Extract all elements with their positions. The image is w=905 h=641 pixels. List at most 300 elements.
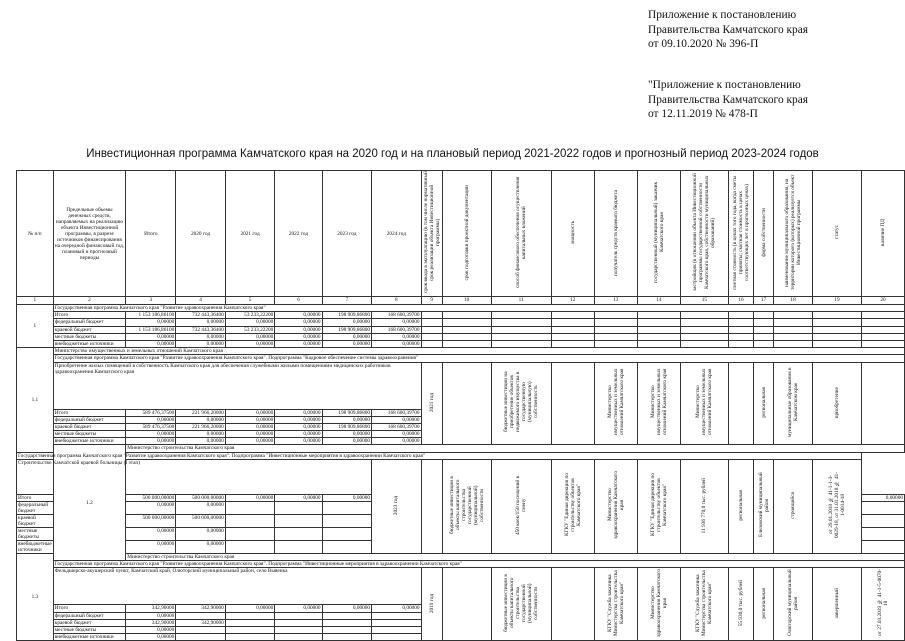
column-header-label: статус <box>834 225 841 240</box>
amount-cell: 221 966,20000 <box>176 423 226 430</box>
empty-cell <box>491 312 551 319</box>
amount-cell: 0,00000 <box>322 605 372 612</box>
column-header-label: 2021 год <box>240 230 260 237</box>
amount-cell: 0,00000 <box>126 431 176 438</box>
amount-cell: 0,00000 <box>225 423 275 430</box>
ministry-title: Министерство строительства Камчатского края <box>126 554 905 561</box>
table-row <box>17 554 905 561</box>
amount-cell: 53 233,22200 <box>225 326 275 333</box>
amount-cell: 0,00000 <box>275 438 322 445</box>
amount-cell: 0,00000 <box>372 319 422 326</box>
column-number: 11 <box>491 297 551 305</box>
empty-cell <box>813 326 862 333</box>
attribute-cell <box>813 362 862 445</box>
document-title: Инвестиционная программа Камчатского края на 2020 год и на плановый период 2021-2022 годов и прогнозный период 2023-2024 годов <box>86 148 819 160</box>
attribute-cell <box>491 568 551 641</box>
attribute-value: Министерство здравоохранения Камчатского края <box>606 471 625 540</box>
attribute-cell <box>551 568 594 641</box>
empty-cell <box>774 319 813 326</box>
column-header-label: форма собственности <box>760 208 767 257</box>
column-header-label: 2023 год <box>337 230 357 237</box>
empty-cell <box>594 326 637 333</box>
column-header <box>862 171 905 297</box>
column-header-label: получатель средств краевого бюджета <box>612 189 619 276</box>
table-row <box>17 348 905 355</box>
attribute-value: Олюторский муниципальный район <box>787 570 800 637</box>
amount-cell: 0,00000 <box>176 319 226 326</box>
source-label: внебюджетные источники <box>18 541 52 553</box>
attribute-cell <box>637 459 680 553</box>
subprogram-title: Государственная программа Камчатского края "Развитие здравоохранения Камчатского края". Подпрограмма "Инвестиционные мероприятия в здравоохранении Камчатского края" <box>17 452 862 459</box>
empty-cell <box>637 333 680 340</box>
attribute-cell <box>551 362 594 445</box>
amount-cell: 0,00000 <box>372 416 422 423</box>
column-number: 13 <box>594 297 637 305</box>
amount-cell: 0,00000 <box>176 528 226 541</box>
column-header <box>225 171 275 297</box>
column-header-label: застройщик (в отношении объекта Инвестиционной программы государственной собственности Камчатского края, собственности муниципальных образований) <box>692 173 717 292</box>
attribute-cell <box>637 362 680 445</box>
amount-cell <box>225 626 275 633</box>
empty-cell <box>442 326 491 333</box>
amount-cell <box>225 541 275 554</box>
amount-cell: 198 909,86800 <box>322 409 372 416</box>
empty-cell <box>551 319 594 326</box>
table-row <box>17 452 905 459</box>
empty-cell <box>728 333 753 340</box>
empty-cell <box>551 333 594 340</box>
attribute-value: КГКУ "Единая дирекция по строительству объектов Камчатского края" <box>563 473 582 537</box>
annex-line: Правительства Камчатского края <box>648 93 809 106</box>
attribute-value: 450 коек/150 посещений в смену <box>515 475 528 535</box>
annex-line: от 12.11.2019 № 478-П <box>648 108 758 120</box>
subprogram-title: Государственная программа Камчатского края "Развитие здравоохранения Камчатского края". Подпрограмма "Инвестиционные мероприятия в здравоохранении Камчатского края" <box>53 561 904 568</box>
table-row <box>17 355 905 362</box>
attribute-cell <box>813 459 862 553</box>
table-row <box>17 340 905 347</box>
column-header <box>753 171 773 297</box>
attribute-cell <box>372 459 422 553</box>
empty-cell <box>594 333 637 340</box>
empty-cell <box>774 340 813 347</box>
attribute-value: КГКУ "Единая дирекция по строительству объектов Камчатского края" <box>649 473 668 537</box>
empty-cell <box>753 326 773 333</box>
table-body <box>17 171 905 641</box>
empty-cell <box>680 340 728 347</box>
source-label: местные бюджеты <box>53 431 125 438</box>
column-number: 15 <box>680 297 728 305</box>
amount-cell: 0,00000 <box>126 319 176 326</box>
amount-cell: 0,00000 <box>126 626 176 633</box>
amount-cell: 1 153 186,86100 <box>126 326 176 333</box>
amount-cell: 0,00000 <box>372 438 422 445</box>
attribute-cell <box>728 568 753 641</box>
attribute-value: бюджетные инвестиции на приобретение объектов недвижимого имущества в государственную (муниципальную) собственность <box>503 372 540 433</box>
amount-cell: 0,00000 <box>862 494 905 501</box>
amount-cell: 500 000,00000 <box>126 515 176 528</box>
attribute-cell <box>680 362 728 445</box>
amount-cell: 168 600,39700 <box>372 326 422 333</box>
annex-line: Приложение к постановлению <box>648 9 797 21</box>
amount-cell: 0,00000 <box>225 333 275 340</box>
column-number: 9 <box>421 297 442 305</box>
amount-cell <box>275 528 322 541</box>
empty-cell <box>442 312 491 319</box>
ministry-title: Министерство строительства Камчатского края <box>126 445 905 452</box>
empty-cell <box>753 312 773 319</box>
attribute-value: региональная <box>737 490 744 521</box>
empty-cell <box>680 326 728 333</box>
column-header <box>176 171 226 297</box>
amount-cell: 0,00000 <box>225 409 275 416</box>
attribute-cell <box>421 568 442 641</box>
amount-cell: 0,00000 <box>225 431 275 438</box>
attribute-cell <box>491 362 551 445</box>
amount-cell <box>275 619 322 626</box>
attribute-value: от 27.03.2019 № 41-1-5-0070-18 <box>877 569 889 637</box>
source-label: федеральный бюджет <box>53 612 125 619</box>
attribute-cell <box>774 459 813 553</box>
source-label: внебюджетные источники <box>53 340 125 347</box>
empty-cell <box>551 326 594 333</box>
attribute-cell <box>728 362 753 445</box>
amount-cell: 342,90000 <box>176 619 226 626</box>
attribute-value: Министерство имущественных и земельных отношений Камчатского края <box>649 369 668 436</box>
column-header-label: 2024 год <box>386 230 406 237</box>
amount-cell: 500 000,00000 <box>176 515 226 528</box>
investment-program-table <box>16 170 905 641</box>
empty-cell <box>862 326 905 333</box>
empty-cell <box>551 340 594 347</box>
column-number: 16 <box>728 297 753 305</box>
column-header <box>421 171 442 297</box>
attribute-value: 11 936 770,0 тыс. рублей <box>701 477 708 534</box>
attribute-cell <box>594 459 637 553</box>
attribute-cell <box>862 568 905 641</box>
amount-cell: 0,00000 <box>322 340 372 347</box>
table-row <box>17 312 905 319</box>
amount-cell: 0,00000 <box>225 494 275 501</box>
amount-cell: 0,00000 <box>372 605 422 612</box>
amount-cell: 0,00000 <box>275 319 322 326</box>
column-header-label: № п/п <box>28 230 42 237</box>
program-title: Государственная программа Камчатского края "Развитие здравоохранения Камчатского края" <box>53 305 904 312</box>
source-label: федеральный бюджет <box>53 416 125 423</box>
attribute-value: бюджетные инвестиции в объекты капитального строительства государственной (муниципальной) собственности <box>503 574 540 633</box>
attribute-cell <box>491 459 551 553</box>
amount-cell: 198 909,86800 <box>322 312 372 319</box>
column-header <box>126 171 176 297</box>
column-header <box>17 171 54 297</box>
amount-cell: 0,00000 <box>275 409 322 416</box>
column-number: 8 <box>372 297 422 305</box>
column-number: 3 <box>126 297 176 305</box>
empty-cell <box>637 312 680 319</box>
table-row <box>17 319 905 326</box>
amount-cell: 0,00000 <box>225 438 275 445</box>
amount-cell: 500 000,00000 <box>176 494 226 501</box>
amount-cell: 0,00000 <box>275 423 322 430</box>
attribute-cell <box>774 362 813 445</box>
column-header <box>53 171 125 297</box>
row-number: 1 <box>17 305 54 348</box>
empty-cell <box>753 319 773 326</box>
row-number: 1.2 <box>53 445 125 561</box>
amount-cell <box>225 612 275 619</box>
column-number: 14 <box>637 297 680 305</box>
column-header-label: государственный (муниципальный) заказчик Камчатского края <box>652 181 665 284</box>
amount-cell <box>322 619 372 626</box>
empty-cell <box>421 312 442 319</box>
amount-cell: 1 153 186,86100 <box>126 312 176 319</box>
amount-cell <box>372 619 422 626</box>
amount-cell <box>862 541 905 554</box>
empty-cell <box>774 326 813 333</box>
attribute-value: 2023 год <box>393 495 400 515</box>
column-header <box>442 171 491 297</box>
column-number: 6 <box>275 297 322 305</box>
object-title: Приобретение жилых помещений в собственность Камчатского края для обеспечения служебными жилыми помещениями медицинских работников здравоохранения Камчатского края <box>53 362 421 409</box>
amount-cell: 0,00000 <box>275 494 322 501</box>
empty-cell <box>594 312 637 319</box>
empty-cell <box>728 340 753 347</box>
empty-cell <box>421 326 442 333</box>
amount-cell: 0,00000 <box>225 416 275 423</box>
amount-cell: 0,00000 <box>126 528 176 541</box>
amount-cell <box>225 502 275 515</box>
attribute-cell <box>862 362 905 445</box>
amount-cell: 342,90000 <box>176 605 226 612</box>
column-header <box>680 171 728 297</box>
table-row <box>17 568 905 605</box>
source-label: Итого <box>17 494 54 501</box>
amount-cell: 0,00000 <box>176 502 226 515</box>
amount-cell <box>176 612 226 619</box>
attribute-value: строящийся <box>790 491 797 519</box>
amount-cell: 0,00000 <box>322 416 372 423</box>
amount-cell: 0,00000 <box>225 605 275 612</box>
empty-cell <box>680 312 728 319</box>
attribute-value: Министерство здравоохранения Камчатского края <box>649 569 668 638</box>
amount-cell: 342,90000 <box>126 605 176 612</box>
amount-cell: 0,00000 <box>275 326 322 333</box>
empty-cell <box>637 319 680 326</box>
column-header <box>275 171 322 297</box>
amount-cell <box>322 626 372 633</box>
amount-cell: 0,00000 <box>176 541 226 554</box>
amount-cell <box>322 541 372 554</box>
empty-cell <box>862 340 905 347</box>
amount-cell: 0,00000 <box>275 605 322 612</box>
amount-cell: 0,00000 <box>275 312 322 319</box>
attribute-cell <box>421 362 442 445</box>
object-title: Строительство Камчатской краевой больницы (I этап) <box>17 459 372 494</box>
source-label: местные бюджеты <box>17 528 54 541</box>
amount-cell: 0,00000 <box>176 416 226 423</box>
table-row <box>17 561 905 568</box>
amount-cell: 0,00000 <box>126 612 176 619</box>
amount-cell <box>275 515 322 528</box>
amount-cell <box>225 515 275 528</box>
amount-cell: 0,00000 <box>126 502 176 515</box>
amount-cell: 0,00000 <box>176 340 226 347</box>
attribute-cell <box>774 568 813 641</box>
table-row <box>17 326 905 333</box>
attribute-cell <box>637 568 680 641</box>
empty-cell <box>442 340 491 347</box>
attribute-value: от 29.01.2018 № 41-1-1-3-0029-18, от 31.01.2018 № 41-1-0014-18 <box>828 472 847 539</box>
source-label: местные бюджеты <box>53 626 125 633</box>
table-row <box>17 459 905 494</box>
amount-cell: 168 600,39700 <box>372 423 422 430</box>
attribute-cell <box>680 459 728 553</box>
empty-cell <box>421 319 442 326</box>
amount-cell: 198 909,86800 <box>322 423 372 430</box>
attribute-value: Елизовский муниципальный район <box>757 473 770 538</box>
attribute-cell <box>594 568 637 641</box>
amount-cell <box>275 541 322 554</box>
attribute-value: муниципальные образования в Камчатском крае <box>787 367 800 438</box>
column-header-label: способ финансового обеспечения осуществления капитальных вложений <box>515 176 528 289</box>
empty-cell <box>753 340 773 347</box>
column-header <box>491 171 551 297</box>
empty-cell <box>491 340 551 347</box>
empty-cell <box>637 340 680 347</box>
empty-cell <box>813 312 862 319</box>
source-label: краевой бюджет <box>17 515 54 528</box>
annex-line: от 09.10.2020 № 396-П <box>648 38 759 50</box>
amount-cell: 0,00000 <box>322 333 372 340</box>
attribute-cell <box>753 362 773 445</box>
empty-cell <box>813 319 862 326</box>
amount-cell: 589 476,37500 <box>126 423 176 430</box>
empty-cell <box>637 326 680 333</box>
amount-cell: 0,00000 <box>322 438 372 445</box>
empty-cell <box>862 312 905 319</box>
amount-cell: 0,00000 <box>275 333 322 340</box>
annex-note-previous <box>648 78 808 122</box>
column-number: 17 <box>753 297 773 305</box>
table-row <box>17 362 905 409</box>
amount-cell: 53 233,22200 <box>225 312 275 319</box>
source-label: Итого <box>53 312 125 319</box>
column-number: 19 <box>813 297 862 305</box>
empty-cell <box>813 340 862 347</box>
attribute-cell <box>442 568 491 641</box>
amount-cell: 0,00000 <box>225 319 275 326</box>
empty-cell <box>551 312 594 319</box>
attribute-value: бюджетные инвестиции в объекты капитального строительства государственной (муниципальной) собственности <box>448 476 485 535</box>
amount-cell: 198 909,86800 <box>322 326 372 333</box>
attribute-value: региональная <box>760 387 767 418</box>
empty-cell <box>442 319 491 326</box>
amount-cell: 0,00000 <box>275 340 322 347</box>
amount-cell <box>322 528 372 541</box>
amount-cell <box>862 515 905 528</box>
empty-cell <box>774 333 813 340</box>
amount-cell: 0,00000 <box>126 416 176 423</box>
attribute-value: 55 930,0 тыс. рублей <box>737 580 744 627</box>
attribute-cell <box>680 568 728 641</box>
column-number: 1 <box>17 297 54 305</box>
attribute-value: КГКУ "Служба заказчика Министерства строительства Камчатского края" <box>606 570 625 637</box>
amount-cell <box>225 619 275 626</box>
amount-cell: 0,00000 <box>322 431 372 438</box>
source-label: краевой бюджет <box>53 423 125 430</box>
attribute-value: КГКУ "Служба заказчика Министерства строительства Камчатского края" <box>695 570 714 637</box>
amount-cell: 0,00000 <box>372 340 422 347</box>
empty-cell <box>491 319 551 326</box>
column-number-row <box>17 297 905 305</box>
amount-cell <box>862 502 905 515</box>
attribute-cell <box>421 459 442 553</box>
column-header <box>637 171 680 297</box>
column-header <box>728 171 753 297</box>
empty-cell <box>680 333 728 340</box>
amount-cell <box>372 626 422 633</box>
amount-cell: 0,00000 <box>322 319 372 326</box>
column-header <box>774 171 813 297</box>
annex-note-current <box>648 8 808 52</box>
attribute-value: 2019 год <box>428 593 435 613</box>
amount-cell <box>176 626 226 633</box>
attribute-cell <box>442 459 491 553</box>
empty-cell <box>774 312 813 319</box>
empty-cell <box>594 319 637 326</box>
source-label: местные бюджеты <box>53 333 125 340</box>
source-label: краевой бюджет <box>53 619 125 626</box>
empty-cell <box>728 312 753 319</box>
column-header-label: срок ввода в эксплуатацию (в том числе нормативный срок реализации объекта Инвестиционной программы) <box>422 171 441 294</box>
amount-cell: 221 966,20000 <box>176 409 226 416</box>
column-number: 10 <box>442 297 491 305</box>
column-number: 7 <box>322 297 372 305</box>
amount-cell: 0,00000 <box>176 431 226 438</box>
column-number: 18 <box>774 297 813 305</box>
attribute-value: 2021 год <box>428 392 435 413</box>
column-header-label: мощность <box>569 221 576 244</box>
amount-cell: 732 443,36400 <box>176 312 226 319</box>
attribute-value: Министерство имущественных и земельных отношений Камчатского края <box>606 369 625 436</box>
empty-cell <box>491 333 551 340</box>
attribute-cell <box>753 459 773 553</box>
amount-cell: 0,00000 <box>126 634 176 641</box>
amount-cell: 0,00000 <box>126 333 176 340</box>
amount-cell <box>372 612 422 619</box>
source-label: федеральный бюджет <box>53 319 125 326</box>
source-label: Итого <box>53 409 125 416</box>
source-label: федеральный бюджет <box>17 502 54 515</box>
amount-cell <box>322 612 372 619</box>
amount-cell: 500 000,00000 <box>126 494 176 501</box>
empty-cell <box>862 333 905 340</box>
empty-cell <box>813 333 862 340</box>
column-header-label: 2022 год <box>288 230 309 237</box>
column-header-label: Предельные объемы денежных средств, направляемых на реализацию объекта Инвестиционной программы, в разрезе источников финансирования на очередной финансовый год, плановый и прогнозный периоды <box>54 206 125 261</box>
attribute-cell <box>728 459 753 553</box>
attribute-value: завершенный <box>834 588 841 619</box>
amount-cell: 342,90000 <box>126 619 176 626</box>
amount-cell: 0,00000 <box>275 431 322 438</box>
annex-line: Правительства Камчатского края <box>648 23 809 36</box>
column-header <box>551 171 594 297</box>
column-number: 2 <box>53 297 125 305</box>
attribute-value: Министерство имущественных и земельных отношений Камчатского края <box>695 369 714 436</box>
row-number: 1.1 <box>17 348 54 453</box>
source-label: Итого <box>53 605 125 612</box>
empty-cell <box>594 340 637 347</box>
amount-cell: 0,00000 <box>275 416 322 423</box>
